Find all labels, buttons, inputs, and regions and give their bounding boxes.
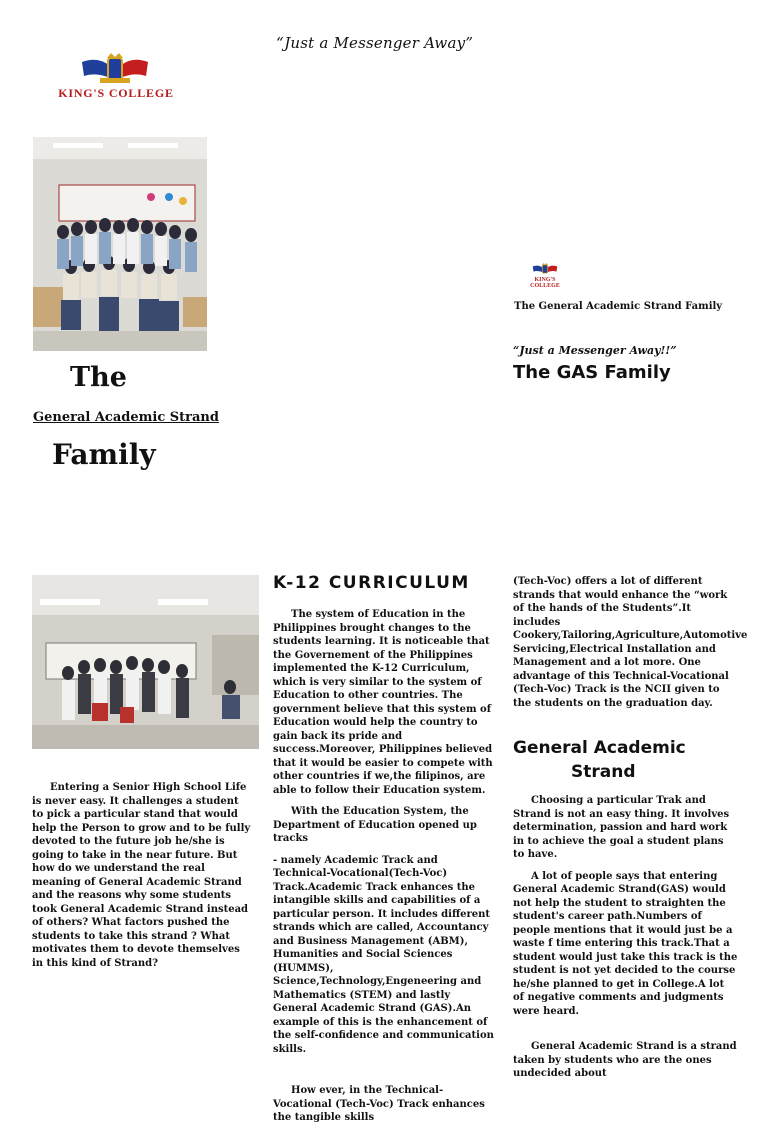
right-tagline: “Just a Messenger Away!!”: [513, 344, 677, 357]
gas-paragraph-3: General Academic Strand is a strand taken by students who are the ones undecided about: [513, 1041, 737, 1079]
k12-paragraph-2: With the Education System, the Department of Education opened up tracks: [273, 806, 477, 844]
title-the: The: [70, 362, 127, 393]
k12-column: [273, 608, 495, 1133]
gas-paragraph-1: Choosing a particular Trak and Strand is not an easy thing. It involves determination, passion and hard work in to achieve the goal a student plans to have.: [513, 795, 730, 860]
right-subtitle: The General Academic Strand Family: [514, 301, 723, 312]
k12-paragraph-1: The system of Education in the Philippines brought changes to the students learning. It is noticeable that the Governement of the Philippines implemented the K-12 Curriculum, which is very similar to the system of Education to other countries. The government believe that this system of Education would help the country to gain back its pride and success.Moreover, Philippines believed that it would be easier to compete with other countries if we,the filipinos, are able to follow their Education system.: [273, 609, 493, 796]
techvoc-column: [513, 575, 748, 718]
kings-college-logo-small: [523, 262, 567, 288]
kings-college-logo: [34, 50, 196, 102]
k12-heading: K-12 CURRICULUM: [273, 573, 470, 593]
gas-paragraph-2: A lot of people says that entering General Academic Strand(GAS) would not help the student to straighten the student's career path.Numbers of people mentions that it would just be a waste f time entering this track.That a student would just take this track is the student is not yet decided to the course he/she planned to get in College.A lot of negative comments and judgments were heard.: [513, 870, 738, 1017]
gas-column: [513, 794, 738, 1089]
classroom-group-photo: [32, 575, 259, 749]
class-group-photo: [33, 137, 207, 351]
techvoc-paragraph: (Tech-Voc) offers a lot of different strands that would enhance the “work of the hands of the Students”.It includes Cookery,Tailoring,Agriculture,Automotive Servicing,Electrical Installation and Management and a lot more. One advantage of this Technical-Vocational (Tech-Voc) Track is the NCII given to the students on the graduation day.: [513, 576, 748, 709]
college-crest-icon: [532, 262, 558, 276]
college-crest-icon: [80, 52, 150, 86]
k12-paragraph-4: How ever, in the Technical-Vocational (Tech-Voc) Track enhances the tangible skills: [273, 1085, 485, 1123]
logo-text-small: KING'S COLLEGE: [530, 277, 560, 289]
gas-heading-line1: General Academic: [513, 738, 686, 758]
title-family: Family: [52, 438, 156, 471]
title-strand: General Academic Strand: [33, 410, 219, 425]
logo-text: KING'S COLLEGE: [58, 86, 174, 100]
gas-heading-line2: Strand: [571, 762, 636, 782]
intro-paragraph: Entering a Senior High School Life is never easy. It challenges a student to pick a particular stand that would help the Person to grow and to be fully devoted to the future job he/she is going to take in the near future. But how do we understand the real meaning of General Academic Strand and the reasons why some students took General Academic Strand instead of others? What factors pushed the students to take this strand ? What motivates them to devote themselves in this kind of Strand?: [32, 782, 251, 969]
header-tagline: “Just a Messenger Away”: [276, 34, 474, 52]
gas-heading: [513, 736, 738, 784]
intro-column: [32, 781, 252, 978]
k12-paragraph-3: - namely Academic Track and Technical-Vocational(Tech-Voc) Track.Academic Track enhances the intangible skills and capabilities of a particular person. It includes different strands which are called, Accountancy and Business Management (ABM), Humanities and Social Sciences (HUMMS), Science,Technology,Engeneering and Mathematics (STEM) and lastly General Academic Strand (GAS).An example of this is the enhancement of the self-confidence and communication skills.: [273, 854, 494, 1055]
right-title: The GAS Family: [513, 362, 671, 383]
